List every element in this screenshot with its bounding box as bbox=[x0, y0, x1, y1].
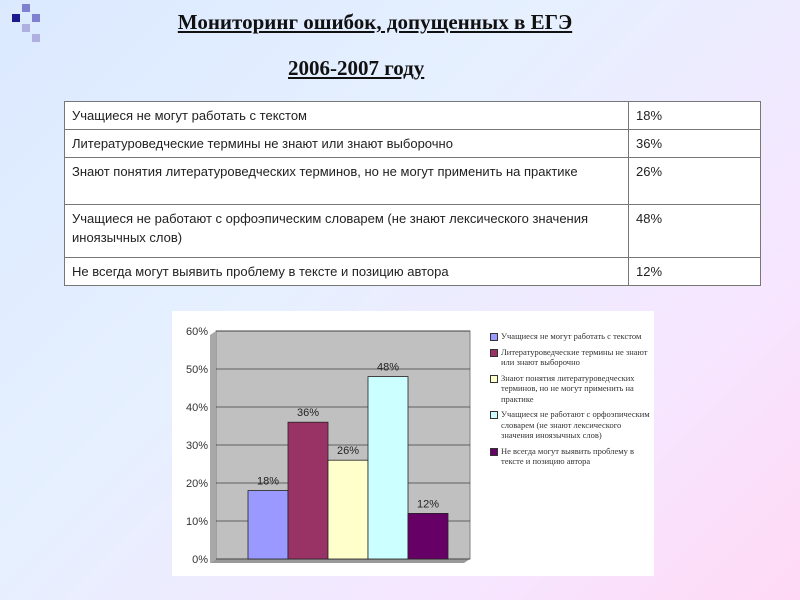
legend-label: Знают понятия литературоведческих терминов, но не могут применить на практике bbox=[501, 372, 635, 404]
row-text: Литературоведческие термины не знают или знают выборочно bbox=[65, 130, 629, 158]
row-value: 12% bbox=[629, 258, 761, 286]
legend-item bbox=[490, 331, 650, 342]
bar bbox=[288, 422, 328, 559]
legend-item bbox=[490, 409, 650, 441]
row-text: Не всегда могут выявить проблему в тексте и позицию автора bbox=[65, 258, 629, 286]
chart-legend bbox=[490, 331, 650, 472]
bar bbox=[408, 513, 448, 559]
slide-subtitle: 2006-2007 году bbox=[288, 56, 425, 80]
table-row bbox=[65, 130, 761, 158]
legend-swatch bbox=[490, 333, 498, 341]
legend-swatch bbox=[490, 375, 498, 383]
plot-wall bbox=[210, 331, 216, 563]
legend-item bbox=[490, 347, 650, 368]
data-label: 12% bbox=[416, 498, 440, 511]
data-label: 36% bbox=[296, 407, 320, 420]
bar bbox=[328, 460, 368, 559]
legend-label: Учащиеся не могут работать с текстом bbox=[501, 331, 642, 341]
bar bbox=[248, 491, 288, 559]
row-value: 26% bbox=[629, 158, 761, 205]
y-tick-label: 10% bbox=[185, 516, 208, 528]
data-label: 26% bbox=[336, 445, 360, 458]
y-tick-label: 0% bbox=[192, 554, 208, 566]
row-value: 18% bbox=[629, 102, 761, 130]
table-row bbox=[65, 258, 761, 286]
legend-item bbox=[490, 373, 650, 405]
legend-label: Учащиеся не работают с орфоэпическим словарем (не знают лексического значения иноязычных слов) bbox=[501, 409, 650, 440]
errors-table bbox=[64, 101, 761, 286]
legend-swatch bbox=[490, 349, 498, 357]
data-label: 48% bbox=[376, 361, 400, 374]
row-value: 48% bbox=[629, 205, 761, 258]
y-tick-label: 30% bbox=[185, 440, 208, 452]
table-row bbox=[65, 158, 761, 205]
chart-plot bbox=[172, 311, 490, 576]
row-value: 36% bbox=[629, 130, 761, 158]
legend-label: Не всегда могут выявить проблему в тексте и позицию автора bbox=[501, 445, 634, 466]
bar bbox=[368, 377, 408, 559]
legend-item bbox=[490, 446, 650, 467]
y-tick-label: 20% bbox=[185, 478, 208, 490]
row-text: Знают понятия литературоведческих терминов, но не могут применить на практике bbox=[65, 158, 629, 205]
row-text: Учащиеся не работают с орфоэпическим словарем (не знают лексического значения иноязычных слов) bbox=[65, 205, 629, 258]
legend-swatch bbox=[490, 448, 498, 456]
bar-chart bbox=[172, 311, 654, 576]
plot-floor bbox=[210, 559, 470, 563]
legend-swatch bbox=[490, 411, 498, 419]
y-tick-label: 50% bbox=[185, 364, 208, 376]
y-tick-label: 40% bbox=[185, 402, 208, 414]
data-label: 18% bbox=[256, 475, 280, 488]
slide-title: Мониторинг ошибок, допущенных в ЕГЭ bbox=[177, 10, 573, 34]
legend-label: Литературоведческие термины не знают или знают выборочно bbox=[501, 346, 648, 367]
y-tick-label: 60% bbox=[185, 326, 208, 338]
table-row bbox=[65, 102, 761, 130]
row-text: Учащиеся не могут работать с текстом bbox=[65, 102, 629, 130]
deco-square bbox=[32, 34, 40, 42]
table-row bbox=[65, 205, 761, 258]
